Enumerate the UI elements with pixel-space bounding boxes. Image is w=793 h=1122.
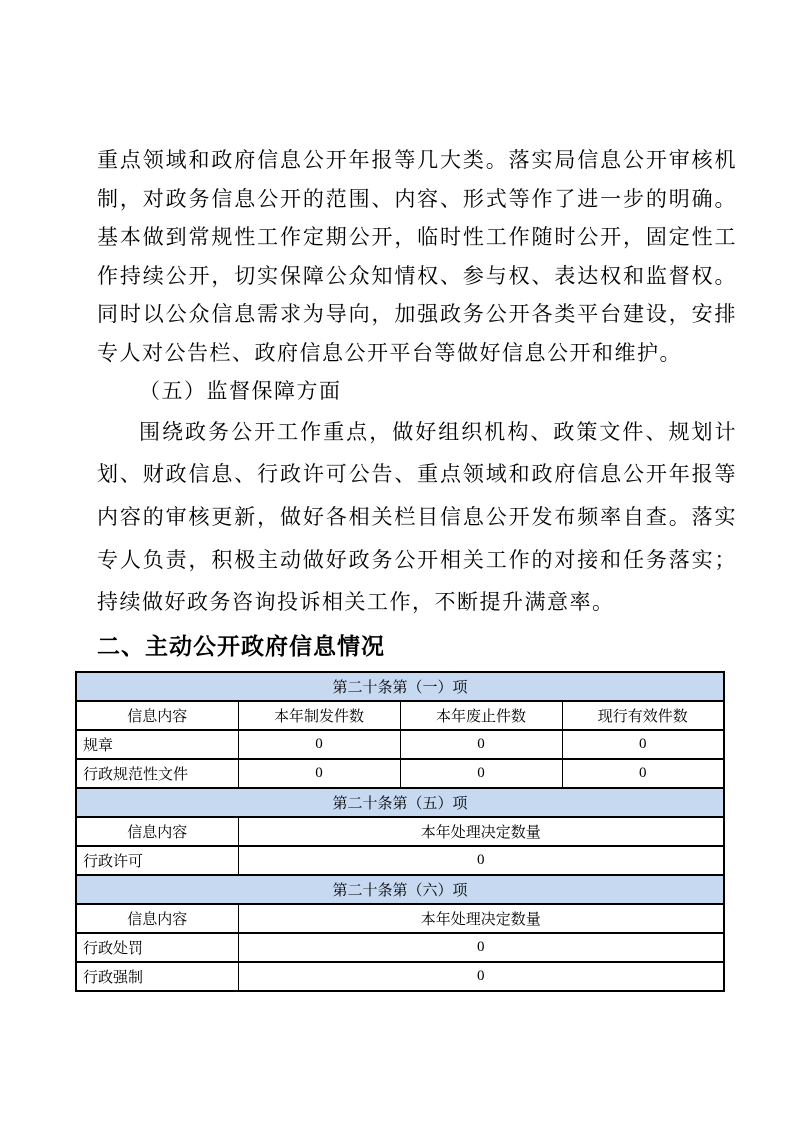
cell-value: 0 [238,933,724,962]
table-row [76,962,724,991]
paragraph-subheading-five: （五）监督保障方面 [139,379,342,403]
table-section-band [76,875,724,904]
info-disclosure-table [75,671,725,992]
section-heading-proactive-disclosure: 二、主动公开政府信息情况 [97,633,385,660]
column-header: 信息内容 [76,904,238,933]
cell-value: 0 [238,730,400,759]
table-header-row [76,904,724,933]
cell-value: 0 [562,730,724,759]
column-header: 信息内容 [76,817,238,846]
cell-value: 0 [562,759,724,788]
column-header: 本年制发件数 [238,701,400,730]
row-label: 行政规范性文件 [76,759,238,788]
paragraph-supervision: 围绕政务公开工作重点，做好组织机构、政策文件、规划计划、财政信息、行政许可公告、重点领域和政府信息公开年报等内容的审核更新，做好各相关栏目信息公开发布频率自查。落实专人负责，积极主动做好政务公开相关工作的对接和任务落实；持续做好政务咨询投诉相关工作，不断提升满意率。 [97,419,737,615]
cell-value: 0 [238,759,400,788]
table-row [76,933,724,962]
column-header: 本年废止件数 [400,701,562,730]
table-row [76,846,724,875]
section-title-article20-item1: 第二十条第（一）项 [76,672,724,701]
row-label: 行政强制 [76,962,238,991]
column-header: 本年处理决定数量 [238,817,724,846]
cell-value: 0 [238,846,724,875]
table-header-row [76,817,724,846]
table-row [76,759,724,788]
column-header: 信息内容 [76,701,238,730]
cell-value: 0 [400,730,562,759]
row-label: 行政处罚 [76,933,238,962]
cell-value: 0 [400,759,562,788]
section-title-article20-item6: 第二十条第（六）项 [76,875,724,904]
table-section-band [76,788,724,817]
row-label: 行政许可 [76,846,238,875]
table-row [76,730,724,759]
paragraph-continuation: 重点领域和政府信息公开年报等几大类。落实局信息公开审核机制，对政务信息公开的范围、内容、形式等作了进一步的明确。基本做到常规性工作定期公开，临时性工作随时公开，固定性工作持续公开，切实保障公众知情权、参与权、表达权和监督权。同时以公众信息需求为导向，加强政务公开各类平台建设，安排专人对公告栏、政府信息公开平台等做好信息公开和维护。 [97,148,737,365]
section-title-article20-item5: 第二十条第（五）项 [76,788,724,817]
row-label: 规章 [76,730,238,759]
cell-value: 0 [238,962,724,991]
column-header: 本年处理决定数量 [238,904,724,933]
column-header: 现行有效件数 [562,701,724,730]
table-header-row [76,701,724,730]
table-section-band [76,672,724,701]
